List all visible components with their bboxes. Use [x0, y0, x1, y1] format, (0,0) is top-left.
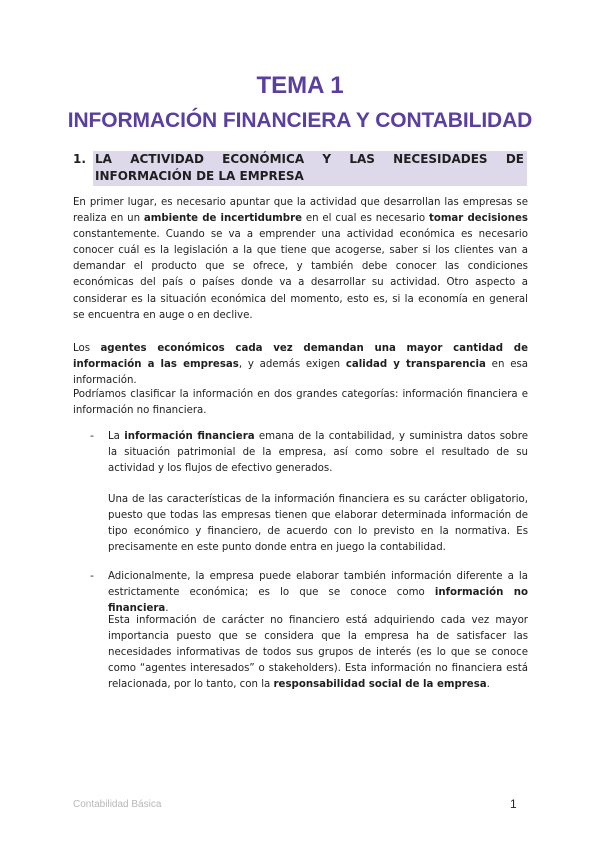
paragraph-2: Los agentes económicos cada vez demandan una mayor cantidad de información a las empresas, y además exigen calidad y transparencia en esa información.	[73, 343, 529, 387]
page-number: 1	[510, 797, 517, 811]
section-heading	[73, 151, 527, 186]
document-title: TEMA 1	[256, 72, 344, 99]
bullet-dash-1: -	[90, 429, 94, 442]
bullet-dash-2: -	[90, 569, 94, 582]
paragraph-3: Podríamos clasificar la información en dos grandes categorías: información financiera e información no financiera.	[73, 389, 528, 417]
bullet-2-subparagraph: Esta información de carácter no financiero está adquiriendo cada vez mayor importancia puesto que se considera que la empresa ha de satisfacer las necesidades informativas de todos sus grupos de interés (es lo que se conoce como “agentes interesados” o stakeholders). Esta información no financiera está relacionada, por lo tanto, con la responsabilidad social de la empresa.	[108, 615, 528, 691]
footer-text: Contabilidad Básica	[73, 799, 162, 810]
bullet-item-2: Adicionalmente, la empresa puede elaborar también información diferente a la estrictamente económica; es lo que se conoce como información no financiera.	[108, 571, 528, 615]
section-title: LA ACTIVIDAD ECONÓMICA Y LAS NECESIDADES DE INFORMACIÓN DE LA EMPRESA	[93, 151, 527, 186]
paragraph-1: En primer lugar, es necesario apuntar que la actividad que desarrollan las empresas se realiza en un ambiente de incertidumbre en el cual es necesario tomar decisiones constantemente. Cuando se va a emprender una actividad económica es necesario conocer cuál es la legislación a la que tiene que acogerse, saber si los clientes van a demandar el producto que se ofrece, y también debe conocer las condiciones económicas del país o países donde va a desarrollar su actividad. Otro aspecto a considerar es la situación económica del momento, esto es, si la economía en general se encuentra en auge o en declive.	[73, 197, 528, 321]
document-subtitle: INFORMACIÓN FINANCIERA Y CONTABILIDAD	[67, 109, 533, 132]
section-number: 1.	[73, 152, 86, 166]
bullet-item-1: La información financiera emana de la contabilidad, y suministra datos sobre la situación patrimonial de la empresa, así como sobre el resultado de su actividad y los flujos de efectivo generados.	[108, 431, 528, 475]
bullet-1-subparagraph: Una de las características de la información financiera es su carácter obligatorio, puesto que todas las empresas tienen que elaborar determinada información de tipo económico y financiero, de acuerdo con lo previsto en la normativa. Es precisamente en este punto donde entra en juego la contabilidad.	[108, 494, 528, 554]
